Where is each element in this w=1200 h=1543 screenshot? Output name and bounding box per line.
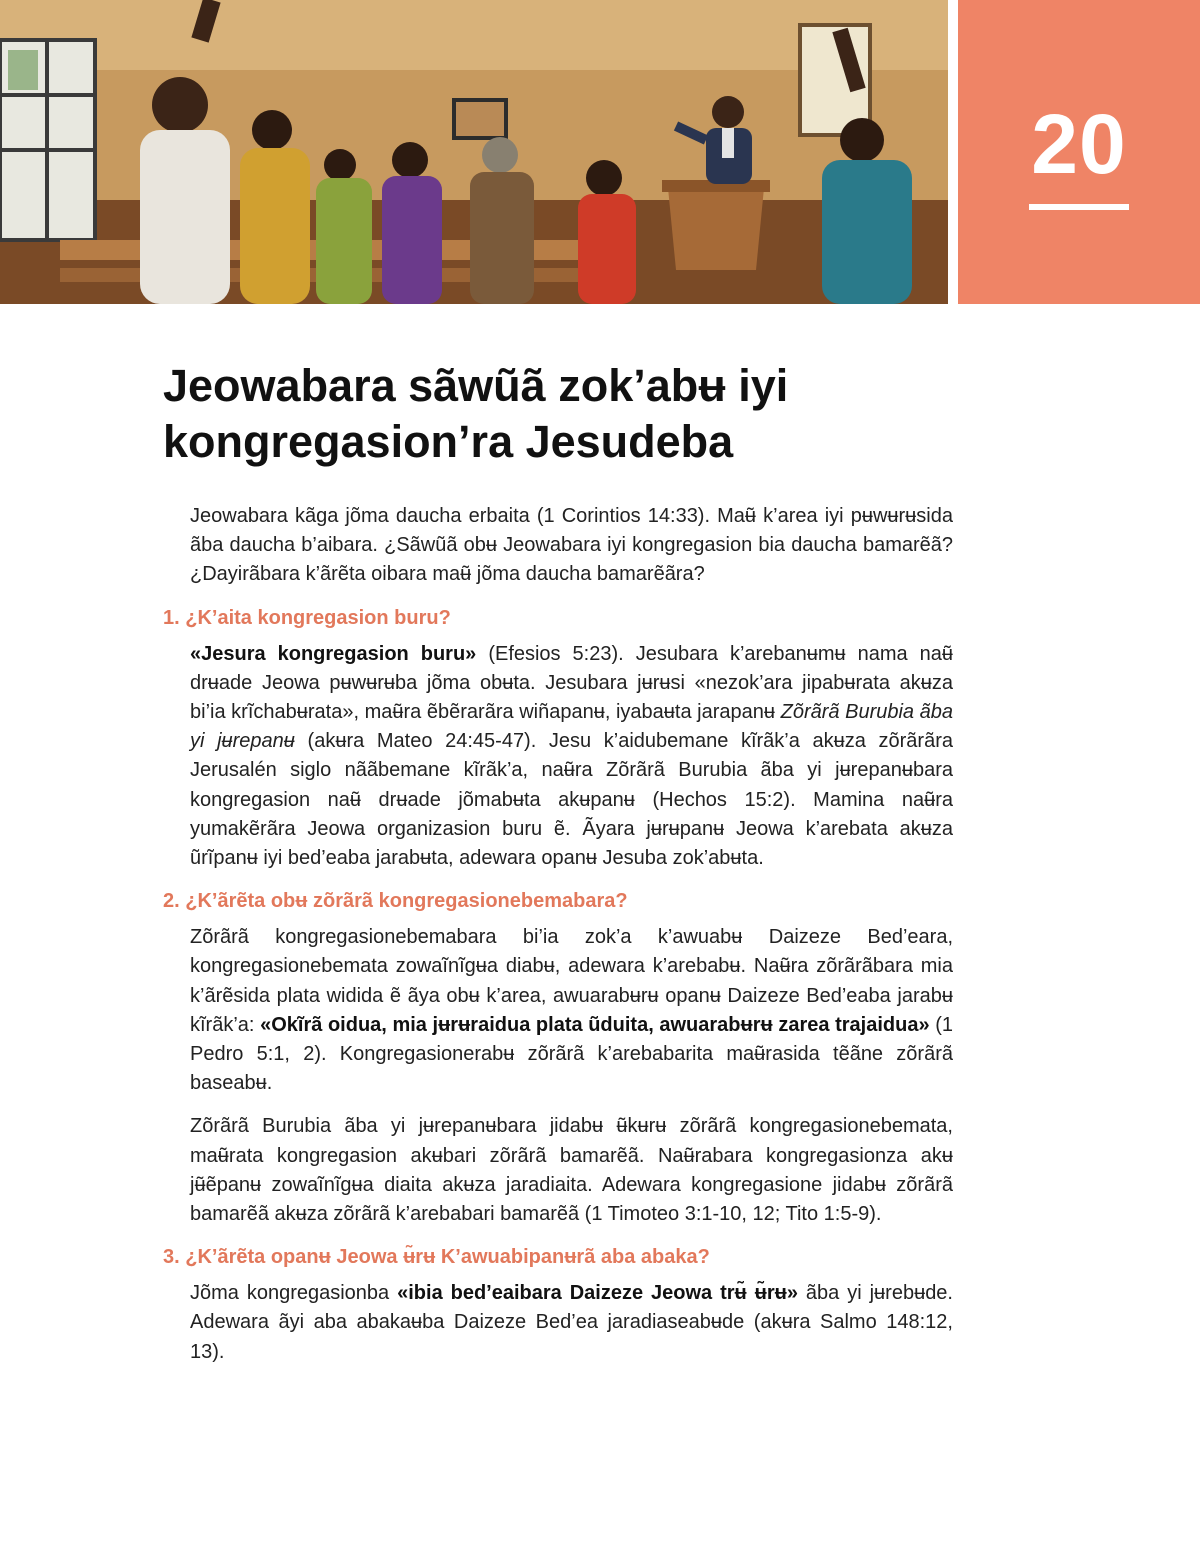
congregation-meeting-illustration	[0, 0, 948, 304]
question-1-paragraph	[190, 640, 953, 874]
emphasis-text: «ibia bed’eaibara Daizeze Jeowa trʉ̃ ʉ̃rʉ»	[397, 1282, 798, 1305]
lesson-number-box	[958, 0, 1200, 304]
body-text: ãba yi jʉrebʉde. Adewara ãyi aba abakaʉba Daizeze Bed’ea jaradiaseabʉde (akʉra Salmo 148:12, 13).	[190, 1282, 953, 1363]
question-2-paragraph-1	[190, 923, 953, 1098]
body-text: (Efesios 5:23). Jesubara k’arebanʉmʉ nama naʉ̃ drʉade Jeowa pʉwʉrʉba jõma obʉta. Jesubara jʉrʉsi «nezok’ara jipabʉrata akʉza bi’ia krĩchabʉrata», maʉ̃ra ẽbẽrarãra wiñapanʉ, iyabaʉta jarapanʉ	[190, 642, 953, 724]
body-text: (1 Pedro 5:1, 2). Kongregasionerabʉ zõrãrã k’arebabarita maʉ̃rasida tẽãne zõrãrã baseabʉ.	[190, 1013, 953, 1095]
intro-paragraph: Jeowabara kãga jõma daucha erbaita (1 Corintios 14:33). Maʉ̃ k’area iyi pʉwʉrʉsida ãba daucha b’aibara. ¿Sãwũã obʉ Jeowabara iyi kongregasion bia daucha bamarẽã? ¿Dayirãbara k’ãrẽta oibara maʉ̃ jõma daucha bamarẽãra?	[190, 505, 953, 586]
question-2-paragraph-2: Zõrãrã Burubia ãba yi jʉrepanʉbara jidabʉ ʉ̃kʉrʉ zõrãrã kongregasionebemata, maʉ̃rata kongregasion akʉbari zõrãrã bamarẽã. Naʉ̃rabara kongregasionza akʉ jʉ̃ẽpanʉ zowaĩnĩgʉa diaita akʉza jaradiaita. Adewara kongregasione jidabʉ zõrãrã bamarẽã akʉza zõrãrã k’arebabari bamarẽã (1 Timoteo 3:1-10, 12; Tito 1:5-9).	[190, 1115, 953, 1226]
question-2-heading: 2. ¿K’ãrẽta obʉ zõrãrã kongregasionebemabara?	[163, 890, 628, 913]
question-3-paragraph	[190, 1279, 953, 1367]
header-photo	[0, 0, 948, 304]
italic-text: Zõrãrã Burubia ãba yi jʉrepanʉ	[190, 701, 953, 753]
page-title: Jeowabara sãwũã zok’abʉ iyi kongregasion’ra Jesudeba	[163, 360, 789, 467]
question-3-heading: 3. ¿K’ãrẽta opanʉ Jeowa ʉ̃rʉ K’awuabipanʉrã aba abaka?	[163, 1246, 710, 1269]
emphasis-text: «Okĩrã oidua, mia jʉrʉraidua plata ũduita, awuarabʉrʉ zarea trajaidua»	[260, 1013, 930, 1036]
lesson-content	[163, 502, 953, 1381]
body-text: Zõrãrã kongregasionebemabara bi’ia zok’a k’awuabʉ Daizeze Bed’eara, kongregasionebemata zowaĩnĩgʉa diabʉ, adewara k’arebabʉ. Naʉ̃ra zõrãrãbara mia k’ãrẽsida plata widida ẽ ãya obʉ k’area, awuarabʉrʉ opanʉ Daizeze Bed’eaba jarabʉ kĩrãk’a:	[190, 926, 953, 1036]
emphasis-text: «Jesura kongregasion buru»	[190, 642, 477, 665]
lesson-number-underline	[1029, 204, 1129, 210]
question-1-heading: 1. ¿K’aita kongregasion buru?	[163, 606, 451, 629]
lesson-number: 20	[1031, 97, 1127, 191]
body-text: (akʉra Mateo 24:45-47). Jesu k’aidubemane kĩrãk’a akʉza zõrãrãra Jerusalén siglo nããbemane kĩrãk’a, naʉ̃ra Zõrãrã Burubia ãba yi jʉrepanʉbara kongregasion naʉ̃ drʉade jõmabʉta akʉpanʉ (Hechos 15:2). Mamina naʉ̃ra yumakẽrãra Jeowa organizasion buru ẽ. Ãyara jʉrʉpanʉ Jeowa k’arebata akʉza ũrĩpanʉ iyi bed’eaba jarabʉta, adewara opanʉ Jesuba zok’abʉta.	[190, 730, 953, 870]
body-text: Jõma kongregasionba	[190, 1282, 398, 1305]
